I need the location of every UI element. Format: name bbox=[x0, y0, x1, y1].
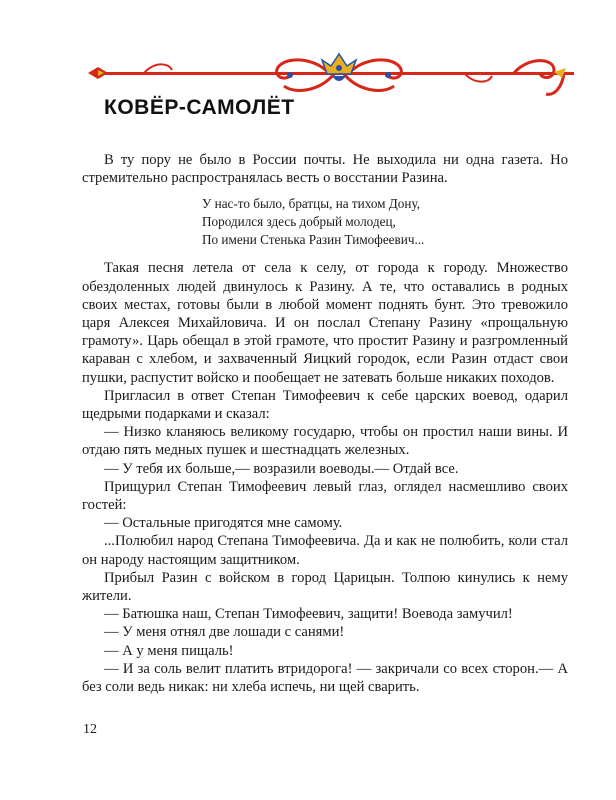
paragraph: ...Полюбил народ Степана Тимофеевича. Да и как не полюбить, коли стал он народу настоящим защитником. bbox=[82, 533, 568, 568]
dialogue-line: — А у меня пищаль! bbox=[104, 642, 234, 659]
paragraph: Прибыл Разин с войском в город Царицын. Толпою кинулись к нему жители. bbox=[82, 569, 568, 605]
dialogue-line: — Остальные пригодятся мне самому. bbox=[104, 515, 343, 532]
page-number: 12 bbox=[83, 722, 97, 737]
dialogue-line: — У меня отнял две лошади с санями! bbox=[104, 624, 345, 641]
verse-line: Породился здесь добрый молодец, bbox=[202, 214, 396, 230]
verse-line: По имени Стенька Разин Тимофеевич... bbox=[202, 232, 425, 248]
paragraph: Пригласил в ответ Степан Тимофеевич к себе царских воевод, одарил щедрыми подарками и сказал: bbox=[82, 387, 568, 423]
dialogue-line: — Низко кланяюсь великому государю, чтобы он простил наши вины. И отдаю пять медных пушек и шестнадцать железных. bbox=[82, 424, 568, 459]
page-title: КОВЁР-САМОЛЁТ bbox=[104, 96, 295, 119]
paragraph: В ту пору не было в России почты. Не выходила ни одна газета. Но стремительно распространялась весть о восстании Разина. bbox=[82, 152, 568, 187]
ornament-scroll bbox=[277, 60, 329, 78]
verse-block bbox=[202, 195, 568, 249]
verse-line: У нас-то было, братцы, на тихом Дону, bbox=[202, 196, 421, 212]
dialogue-line: — И за соль велит платить втридорога! — закричали со всех сторон.— А без соли ведь никак: ни хлеба испечь, ни щей сварить. bbox=[82, 660, 568, 696]
body-text bbox=[82, 151, 568, 696]
dialogue-line: — У тебя их больше,— возразили воеводы.— Отдай все. bbox=[104, 460, 459, 477]
dialogue-line: — Батюшка наш, Степан Тимофеевич, защити! Воевода замучил! bbox=[104, 606, 513, 623]
paragraph: Прищурил Степан Тимофеевич левый глаз, оглядел насмешливо своих гостей: bbox=[82, 478, 568, 514]
paragraph: Такая песня летела от села к селу, от города к городу. Множество обездоленных людей двинулось к Разину. А те, что оставались в родных своих местах, готовы были в любой момент поднять бунт. Это тревожило царя Алексея Михайловича. И он послал Степану Разину «прощальную грамоту». Царь обещал в этой грамоте, что простит Разину и разгромленный караван с хлебом, и захваченный Яицкий городок, если Разин отдаст свои пушки, распустит войско и пообещает не затевать больше никаких походов. bbox=[82, 260, 568, 386]
